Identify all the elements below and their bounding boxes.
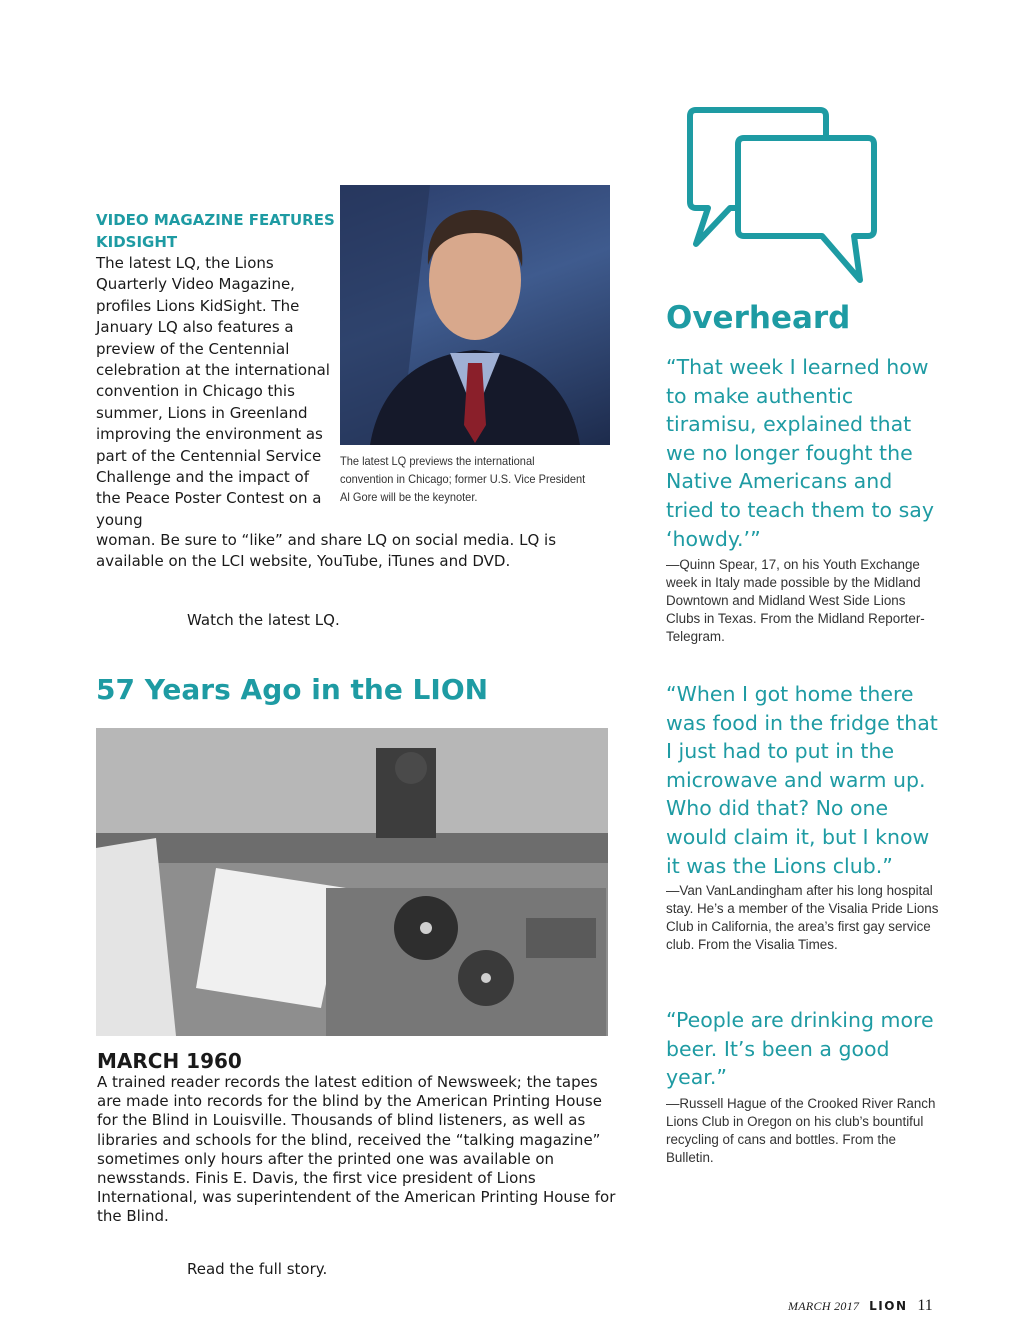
quote-attribution: —Van VanLandingham after his long hospital stay. He’s a member of the Visalia Pride Lions Club in California, the area’s first gay service club. From the Visalia Times. bbox=[666, 883, 939, 952]
quote-attribution: —Quinn Spear, 17, on his Youth Exchange week in Italy made possible by the Midland Downtown and Midland West Side Lions Clubs in Texas. From the Midland Reporter-Telegram. bbox=[666, 557, 925, 644]
quote: “That week I learned how to make authentic tiramisu, explained that we no longer fought the Native Americans and tried to teach them to say ‘howdy.’” bbox=[666, 355, 934, 551]
video-magazine-body: The latest LQ, the Lions Quarterly Video Magazine, profiles Lions KidSight. The January LQ also features a preview of the Centennial celebration at the international convention in Chicago this summer, Lions in Greenland improving the environment as part of the Centennial Service Challenge and the impact of the Peace Poster Contest on a young bbox=[96, 254, 330, 529]
video-magazine-body-continued: woman. Be sure to “like” and share LQ on social media. LQ is available on the LCI website, YouTube, iTunes and DVD. bbox=[96, 531, 557, 571]
photo-caption: The latest LQ previews the international convention in Chicago; former U.S. Vice President Al Gore will be the keynoter. bbox=[340, 454, 586, 504]
overheard-heading: Overheard bbox=[666, 300, 851, 336]
years-ago-body: A trained reader records the latest edition of Newsweek; the tapes are made into records for the blind by the American Printing House for the Blind in Louisville. Thousands of blind listeners, as well as libraries and schools for the blind, received the “talking magazine” sometimes only hours after the printed one was available on newsstands. Finis E. Davis, the first vice president of Lions International, was superintendent of the American Printing House for the Blind. bbox=[97, 1073, 616, 1226]
al-gore-photo bbox=[340, 185, 610, 445]
quote: “People are drinking more beer. It’s been a good year.” bbox=[666, 1008, 934, 1090]
quote: “When I got home there was food in the fridge that I just had to put in the microwave and warm up. Who did that? No one would claim it, but I know it was the Lions club.” bbox=[666, 682, 938, 878]
footer-magazine-name: LION bbox=[869, 1299, 908, 1313]
recording-photo-1960 bbox=[96, 728, 608, 1036]
quote-attribution: —Russell Hague of the Crooked River Ranch Lions Club in Oregon on his club’s bountiful recycling of cans and bottles. From the Bulletin. bbox=[666, 1096, 936, 1165]
watch-lq-link[interactable]: Watch the latest LQ. bbox=[187, 611, 340, 629]
page-footer bbox=[788, 1297, 933, 1315]
read-full-story-link[interactable]: Read the full story. bbox=[187, 1260, 328, 1278]
video-magazine-heading: VIDEO MAGAZINE FEATURES KIDSIGHT bbox=[96, 211, 335, 251]
speech-bubbles-icon bbox=[682, 104, 882, 288]
page-number: 11 bbox=[917, 1297, 933, 1314]
footer-date: MARCH 2017 bbox=[788, 1299, 860, 1313]
years-ago-heading: 57 Years Ago in the LION bbox=[96, 673, 489, 706]
date-heading: MARCH 1960 bbox=[97, 1049, 242, 1073]
